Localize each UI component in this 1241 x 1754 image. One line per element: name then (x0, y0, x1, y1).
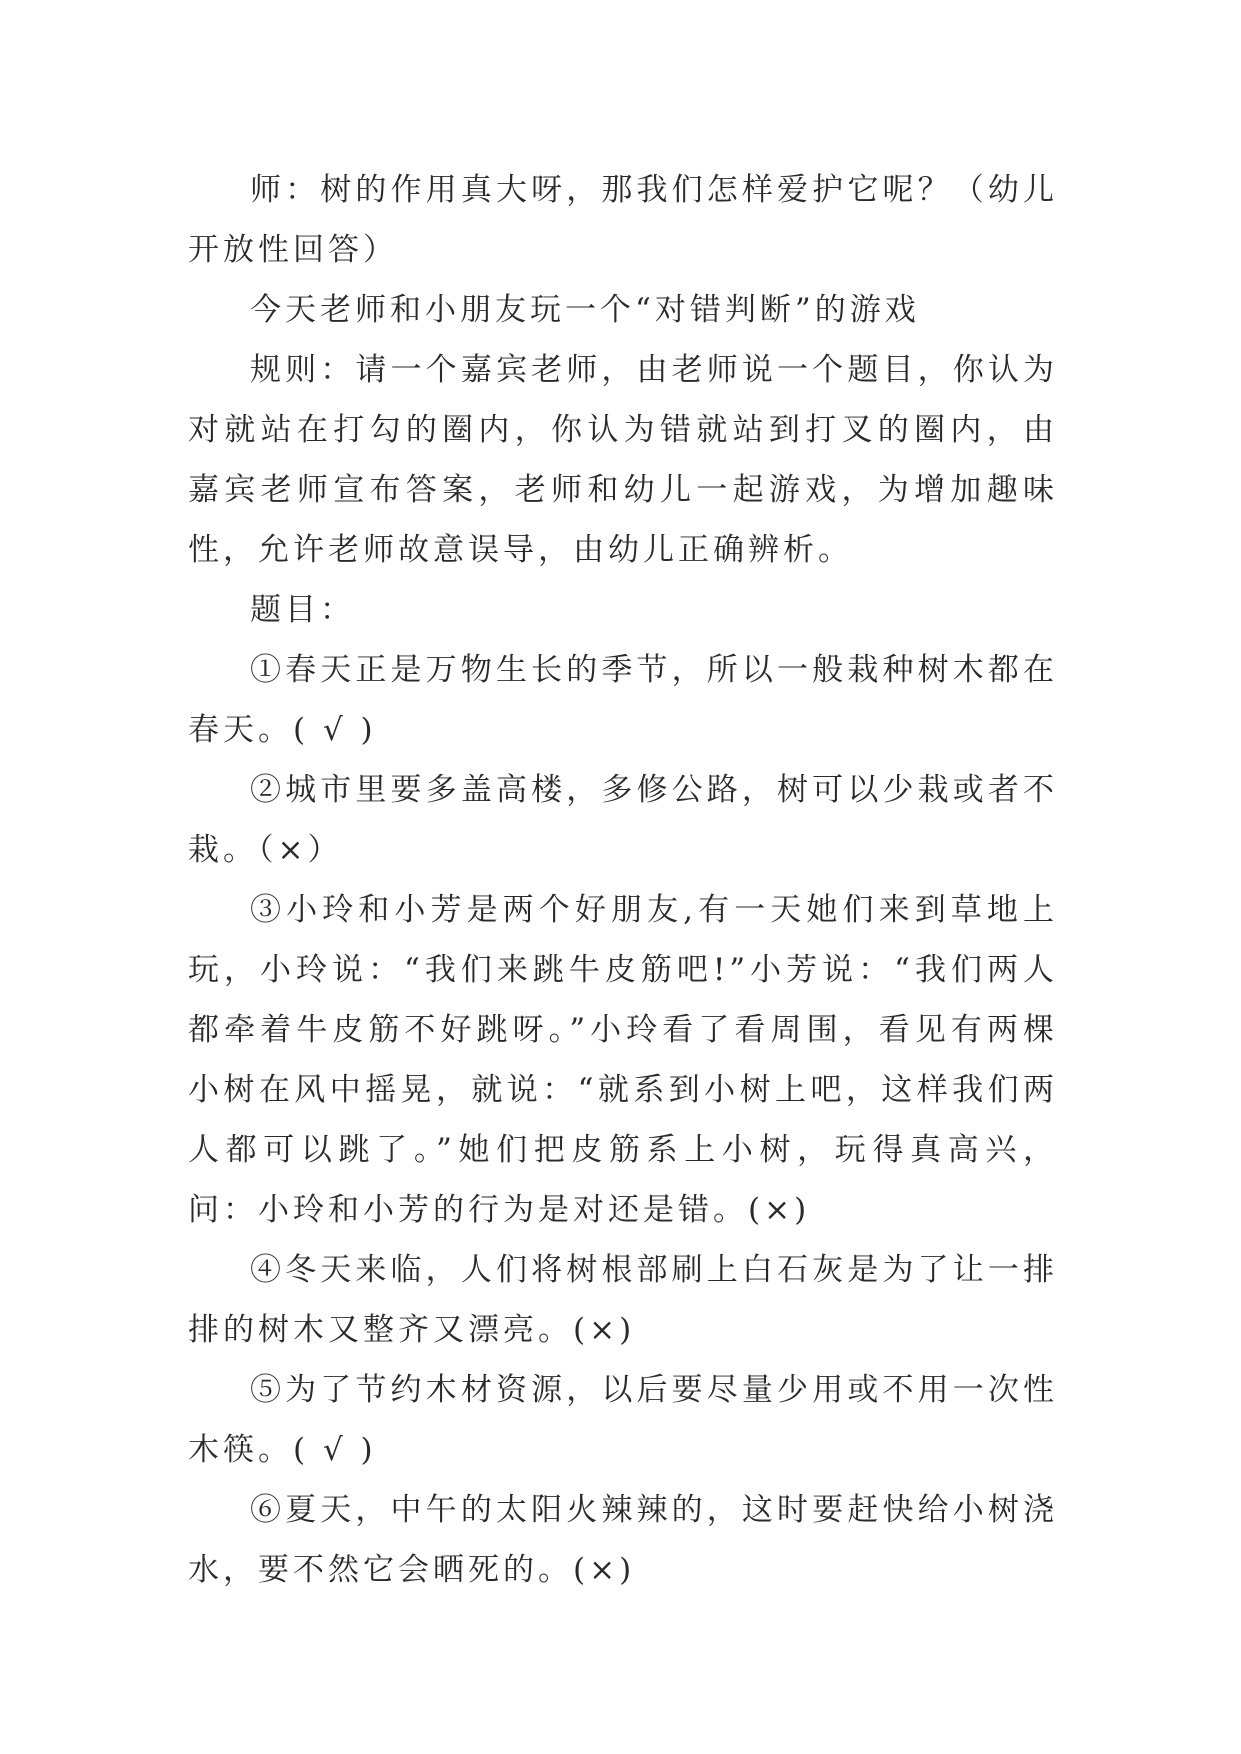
paragraph-question-5: ⑤为了节约木材资源，以后要尽量少用或不用一次性木筷。( √ ) (188, 1372, 1058, 1468)
document-body (188, 160, 1058, 1600)
paragraph-teacher-question: 师：树的作用真大呀，那我们怎样爱护它呢？（幼儿开放性回答） (188, 172, 1058, 268)
paragraph-question-1: ①春天正是万物生长的季节，所以一般栽种树木都在春天。( √ ) (188, 652, 1058, 748)
paragraph-rules: 规则：请一个嘉宾老师，由老师说一个题目，你认为对就站在打勾的圈内，你认为错就站到打叉的圈内，由嘉宾老师宣布答案，老师和幼儿一起游戏，为增加趣味性，允许老师故意误导，由幼儿正确辨析。 (188, 352, 1058, 568)
paragraph-question-2: ②城市里要多盖高楼，多修公路，树可以少栽或者不栽。（×） (188, 772, 1058, 868)
paragraph-question-3: ③小玲和小芳是两个好朋友,有一天她们来到草地上玩，小玲说：“我们来跳牛皮筋吧!”小芳说：“我们两人都牵着牛皮筋不好跳呀。”小玲看了看周围，看见有两棵小树在风中摇晃，就说：“就系到小树上吧，这样我们两人都可以跳了。”她们把皮筋系上小树，玩得真高兴，问：小玲和小芳的行为是对还是错。(×) (188, 892, 1058, 1228)
paragraph-question-6: ⑥夏天，中午的太阳火辣辣的，这时要赶快给小树浇水，要不然它会晒死的。(×) (188, 1492, 1058, 1588)
paragraph-questions-heading: 题目： (250, 592, 355, 628)
paragraph-game-intro: 今天老师和小朋友玩一个“对错判断”的游戏 (250, 292, 920, 328)
paragraph-question-4: ④冬天来临，人们将树根部刷上白石灰是为了让一排排的树木又整齐又漂亮。(×) (188, 1252, 1058, 1348)
